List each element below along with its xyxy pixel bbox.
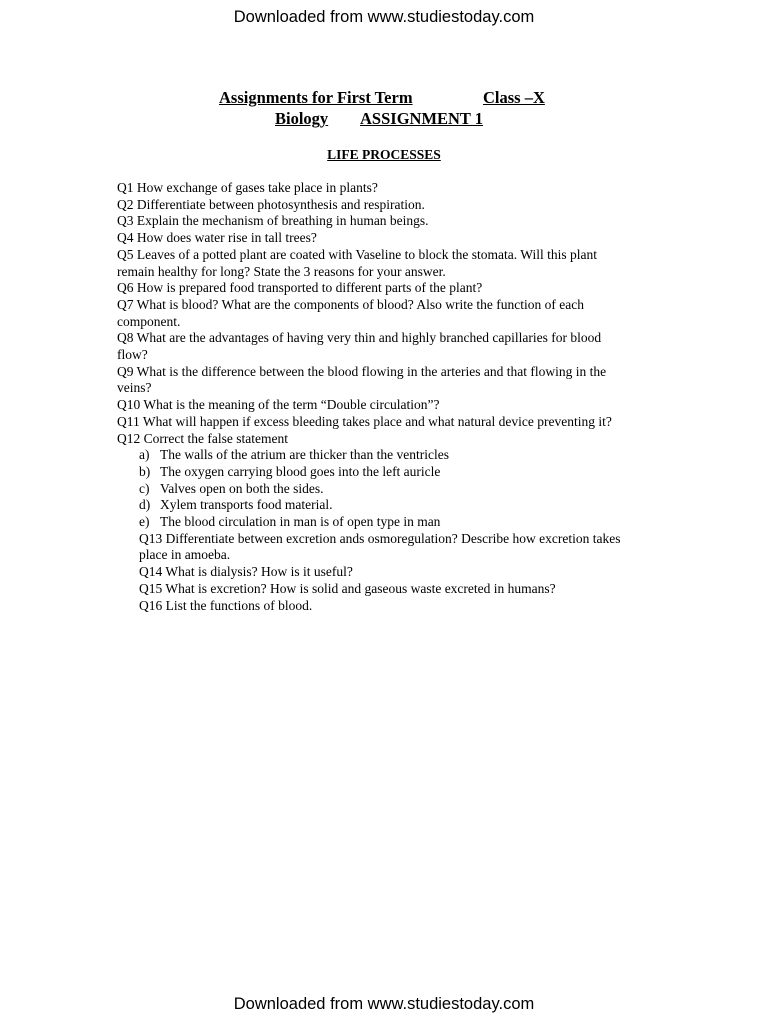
question-line: Q9 What is the difference between the blood flowing in the arteries and that flowing in the xyxy=(117,363,607,379)
question-line: Q7 What is blood? What are the components of blood? Also write the function of each xyxy=(117,296,585,312)
list-item: The blood circulation in man is of open type in man xyxy=(160,514,441,529)
class-label: Class –X xyxy=(483,88,545,107)
list-item: Valves open on both the sides. xyxy=(160,480,324,496)
question-line: Q13 Differentiate between excretion ands osmoregulation? Describe how excretion takes xyxy=(139,530,621,546)
question-line: flow? xyxy=(117,347,148,362)
question-line: Q11 What will happen if excess bleeding takes place and what natural device preventing it? xyxy=(117,413,612,429)
question-line: Q16 List the functions of blood. xyxy=(139,597,313,613)
subject-label: Biology xyxy=(275,109,329,128)
question-line: Q4 How does water rise in tall trees? xyxy=(117,230,317,246)
assignment-term-title: Assignments for First Term xyxy=(219,88,413,107)
header-banner: Downloaded from www.studiestoday.com xyxy=(233,8,535,26)
section-heading: LIFE PROCESSES xyxy=(327,147,441,162)
question-line: Q12 Correct the false statement xyxy=(117,430,288,446)
assignment-number: ASSIGNMENT 1 xyxy=(360,109,484,128)
question-line: Q3 Explain the mechanism of breathing in human beings. xyxy=(117,213,429,229)
list-item-letter: e) xyxy=(139,514,150,529)
list-item-letter: b) xyxy=(139,463,151,479)
question-line: place in amoeba. xyxy=(139,547,231,563)
question-line: Q14 What is dialysis? How is it useful? xyxy=(139,564,353,580)
list-item-letter: c) xyxy=(139,480,150,496)
question-line: veins? xyxy=(117,380,152,396)
question-line: Q6 How is prepared food transported to different parts of the plant? xyxy=(117,280,483,296)
list-item: The oxygen carrying blood goes into the left auricle xyxy=(160,463,441,479)
list-item: The walls of the atrium are thicker than the ventricles xyxy=(160,447,450,463)
question-line: Q8 What are the advantages of having very thin and highly branched capillaries for blood xyxy=(117,330,602,346)
question-line: remain healthy for long? State the 3 reasons for your answer. xyxy=(117,263,446,279)
question-line: Q2 Differentiate between photosynthesis and respiration. xyxy=(117,196,425,212)
list-item: Xylem transports food material. xyxy=(160,497,333,513)
footer-banner: Downloaded from www.studiestoday.com xyxy=(233,995,535,1013)
question-line: component. xyxy=(117,313,181,329)
question-line: Q15 What is excretion? How is solid and gaseous waste excreted in humans? xyxy=(139,580,556,596)
question-line: Q5 Leaves of a potted plant are coated with Vaseline to block the stomata. Will this plant xyxy=(117,246,597,262)
list-item-letter: a) xyxy=(139,447,150,463)
list-item-letter: d) xyxy=(139,497,151,513)
question-line: Q1 How exchange of gases take place in plants? xyxy=(117,180,378,195)
question-line: Q10 What is the meaning of the term “Double circulation”? xyxy=(117,397,440,413)
